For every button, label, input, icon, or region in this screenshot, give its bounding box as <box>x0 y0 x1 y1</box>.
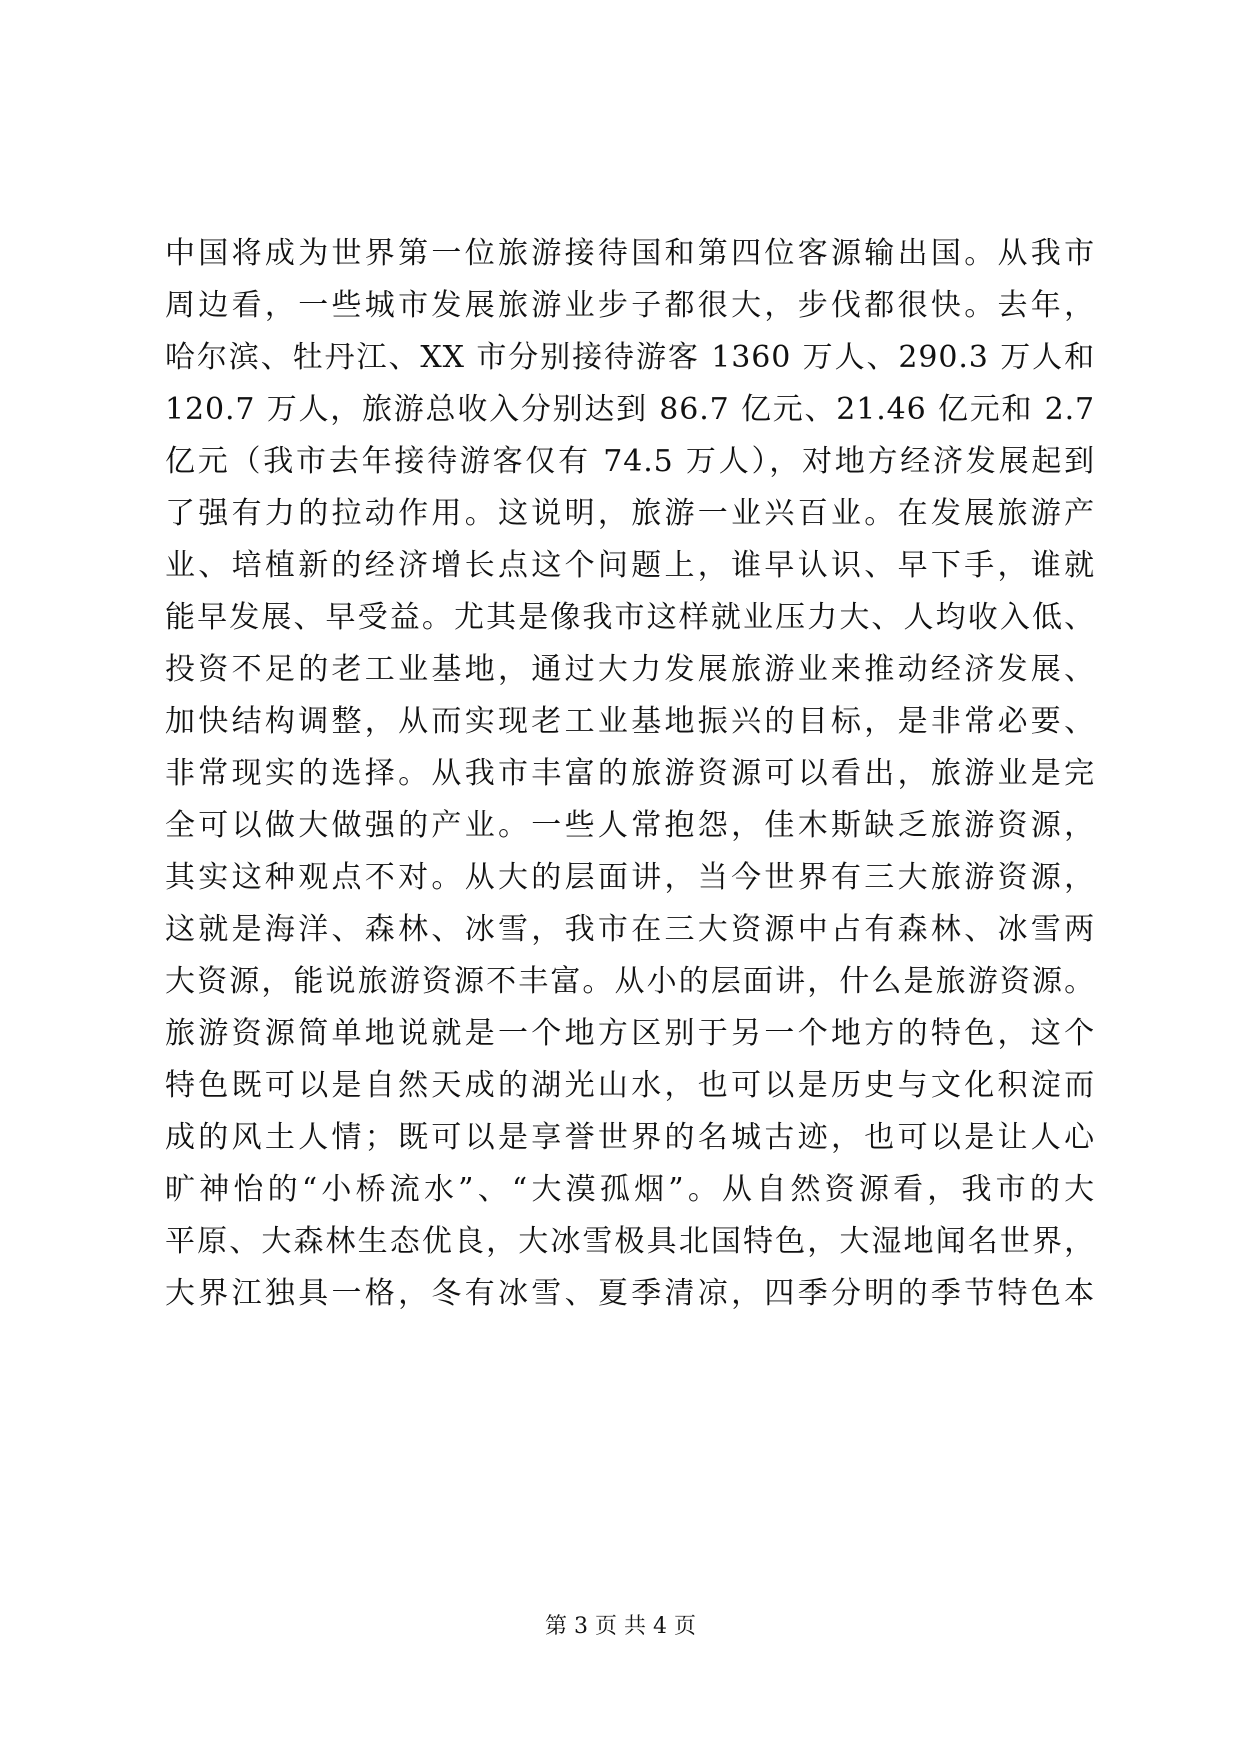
text-line: 周边看，一些城市发展旅游业步子都很大，步伐都很快。去年， <box>165 288 1095 323</box>
text-line: 了强有力的拉动作用。这说明，旅游一业兴百业。在发展旅游产 <box>165 496 1095 531</box>
text-line: 哈尔滨、牡丹江、XX 市分别接待游客 1360 万人、290.3 万人和 <box>165 340 1095 375</box>
text-line: 能早发展、早受益。尤其是像我市这样就业压力大、人均收入低、 <box>165 600 1095 635</box>
text-line: 大界江独具一格，冬有冰雪、夏季清凉，四季分明的季节特色本 <box>165 1276 1095 1311</box>
text-line: 成的风土人情；既可以是享誉世界的名城古迹，也可以是让人心 <box>165 1120 1095 1155</box>
text-line: 旷神怡的“小桥流水”、“大漠孤烟”。从自然资源看，我市的大 <box>165 1172 1095 1207</box>
text-line: 投资不足的老工业基地，通过大力发展旅游业来推动经济发展、 <box>165 652 1095 687</box>
text-line: 全可以做大做强的产业。一些人常抱怨，佳木斯缺乏旅游资源， <box>165 808 1095 843</box>
text-line: 其实这种观点不对。从大的层面讲，当今世界有三大旅游资源， <box>165 860 1095 895</box>
page-indicator: 第 3 页 共 4 页 <box>545 1614 696 1639</box>
text-line: 中国将成为世界第一位旅游接待国和第四位客源输出国。从我市 <box>165 236 1095 271</box>
text-line: 旅游资源简单地说就是一个地方区别于另一个地方的特色，这个 <box>165 1016 1095 1051</box>
page-footer <box>0 1612 1241 1642</box>
text-line: 非常现实的选择。从我市丰富的旅游资源可以看出，旅游业是完 <box>165 756 1095 791</box>
text-line: 业、培植新的经济增长点这个问题上，谁早认识、早下手，谁就 <box>165 548 1095 583</box>
text-line: 这就是海洋、森林、冰雪，我市在三大资源中占有森林、冰雪两 <box>165 912 1095 947</box>
text-line: 特色既可以是自然天成的湖光山水，也可以是历史与文化积淀而 <box>165 1068 1095 1103</box>
text-line: 加快结构调整，从而实现老工业基地振兴的目标，是非常必要、 <box>165 704 1095 739</box>
text-line: 亿元（我市去年接待游客仅有 74.5 万人），对地方经济发展起到 <box>165 444 1095 479</box>
text-line: 平原、大森林生态优良，大冰雪极具北国特色，大湿地闻名世界， <box>165 1224 1095 1259</box>
text-line: 大资源，能说旅游资源不丰富。从小的层面讲，什么是旅游资源。 <box>165 964 1095 999</box>
text-line: 120.7 万人，旅游总收入分别达到 86.7 亿元、21.46 亿元和 2.7 <box>165 392 1095 427</box>
document-body <box>165 228 1095 1320</box>
